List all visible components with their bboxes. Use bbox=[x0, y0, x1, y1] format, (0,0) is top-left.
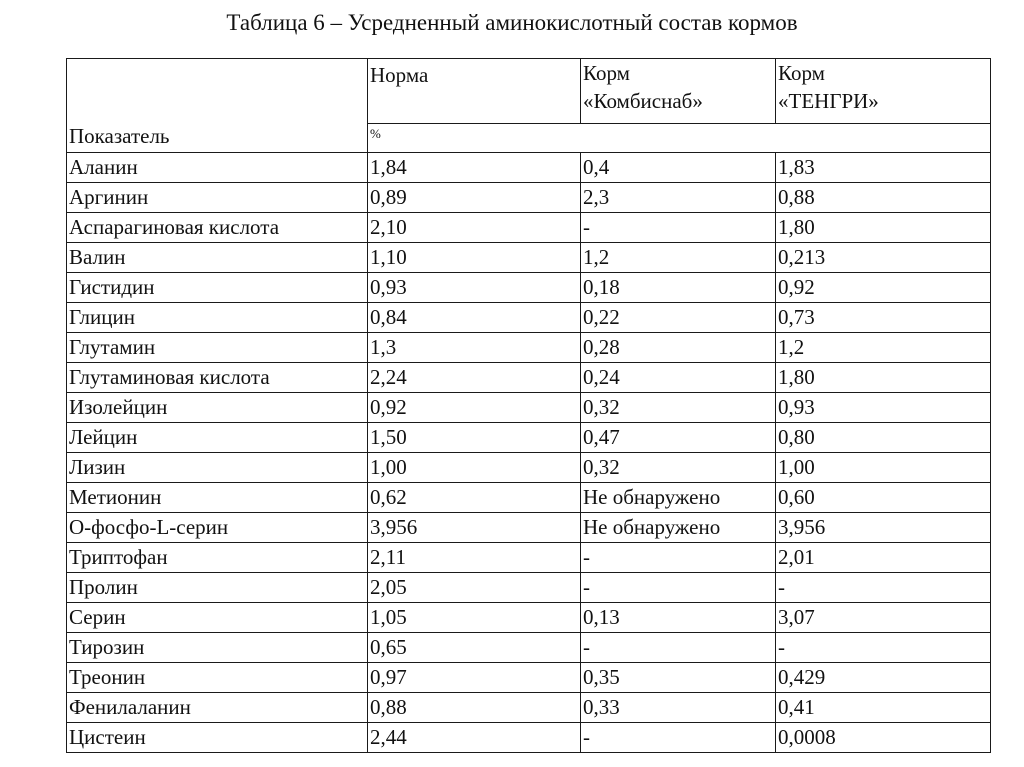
cell-feed-tengri: 0,429 bbox=[776, 663, 991, 693]
table-row bbox=[67, 723, 991, 753]
cell-parameter: Тирозин bbox=[67, 633, 368, 663]
cell-norm: 1,50 bbox=[368, 423, 581, 453]
cell-norm: 0,84 bbox=[368, 303, 581, 333]
cell-feed-kombisnab: 2,3 bbox=[581, 183, 776, 213]
header-row bbox=[67, 59, 991, 124]
cell-feed-kombisnab: 0,22 bbox=[581, 303, 776, 333]
cell-feed-tengri: 0,213 bbox=[776, 243, 991, 273]
table-row bbox=[67, 693, 991, 723]
cell-norm: 0,93 bbox=[368, 273, 581, 303]
table-row bbox=[67, 183, 991, 213]
cell-norm: 0,97 bbox=[368, 663, 581, 693]
cell-norm: 0,89 bbox=[368, 183, 581, 213]
table-title: Таблица 6 – Усредненный аминокислотный состав кормов bbox=[226, 10, 798, 35]
cell-feed-kombisnab: 1,2 bbox=[581, 243, 776, 273]
header-feed-kombisnab bbox=[581, 59, 776, 124]
cell-parameter: Валин bbox=[67, 243, 368, 273]
cell-norm: 2,11 bbox=[368, 543, 581, 573]
table-row bbox=[67, 573, 991, 603]
cell-feed-kombisnab: - bbox=[581, 723, 776, 753]
cell-parameter: Серин bbox=[67, 603, 368, 633]
cell-norm: 2,24 bbox=[368, 363, 581, 393]
cell-feed-kombisnab: 0,47 bbox=[581, 423, 776, 453]
table-row bbox=[67, 603, 991, 633]
table-row bbox=[67, 663, 991, 693]
header-feed-tengri-line1: Корм bbox=[778, 61, 825, 85]
table-row bbox=[67, 153, 991, 183]
cell-feed-kombisnab: - bbox=[581, 573, 776, 603]
cell-norm: 0,62 bbox=[368, 483, 581, 513]
unit-label: % bbox=[368, 124, 991, 153]
header-feed-kombisnab-line2: «Комбиснаб» bbox=[583, 89, 703, 113]
cell-feed-tengri: 1,80 bbox=[776, 363, 991, 393]
cell-feed-tengri: 1,80 bbox=[776, 213, 991, 243]
cell-feed-tengri: 0,60 bbox=[776, 483, 991, 513]
table-row bbox=[67, 393, 991, 423]
cell-norm: 0,92 bbox=[368, 393, 581, 423]
table-row bbox=[67, 363, 991, 393]
cell-norm: 1,3 bbox=[368, 333, 581, 363]
table-row bbox=[67, 513, 991, 543]
table-row bbox=[67, 213, 991, 243]
amino-acid-table bbox=[66, 58, 991, 753]
cell-feed-kombisnab: - bbox=[581, 633, 776, 663]
cell-parameter: Аспарагиновая кислота bbox=[67, 213, 368, 243]
cell-norm: 2,05 bbox=[368, 573, 581, 603]
cell-feed-tengri: 1,00 bbox=[776, 453, 991, 483]
cell-feed-kombisnab: 0,32 bbox=[581, 393, 776, 423]
cell-feed-tengri: 0,80 bbox=[776, 423, 991, 453]
cell-feed-kombisnab: 0,33 bbox=[581, 693, 776, 723]
header-feed-tengri bbox=[776, 59, 991, 124]
table-row bbox=[67, 423, 991, 453]
cell-feed-tengri: 3,956 bbox=[776, 513, 991, 543]
cell-parameter: Глутаминовая кислота bbox=[67, 363, 368, 393]
header-parameter: Показатель bbox=[67, 59, 368, 153]
table-row bbox=[67, 273, 991, 303]
cell-feed-tengri: - bbox=[776, 633, 991, 663]
cell-norm: 2,10 bbox=[368, 213, 581, 243]
cell-feed-kombisnab: 0,28 bbox=[581, 333, 776, 363]
cell-parameter: Изолейцин bbox=[67, 393, 368, 423]
table-row bbox=[67, 333, 991, 363]
cell-norm: 0,88 bbox=[368, 693, 581, 723]
cell-norm: 1,84 bbox=[368, 153, 581, 183]
table-row bbox=[67, 483, 991, 513]
cell-feed-tengri: 1,83 bbox=[776, 153, 991, 183]
header-feed-tengri-line2: «ТЕНГРИ» bbox=[778, 89, 879, 113]
cell-parameter: Глутамин bbox=[67, 333, 368, 363]
table-row bbox=[67, 303, 991, 333]
cell-norm: 1,00 bbox=[368, 453, 581, 483]
cell-parameter: Лизин bbox=[67, 453, 368, 483]
cell-parameter: Триптофан bbox=[67, 543, 368, 573]
cell-norm: 1,10 bbox=[368, 243, 581, 273]
cell-parameter: О-фосфо-L-серин bbox=[67, 513, 368, 543]
table-row bbox=[67, 543, 991, 573]
cell-parameter: Треонин bbox=[67, 663, 368, 693]
cell-parameter: Цистеин bbox=[67, 723, 368, 753]
cell-feed-tengri: 0,88 bbox=[776, 183, 991, 213]
cell-norm: 0,65 bbox=[368, 633, 581, 663]
cell-feed-kombisnab: 0,35 bbox=[581, 663, 776, 693]
header-norm: Норма bbox=[368, 59, 581, 124]
cell-feed-kombisnab: - bbox=[581, 213, 776, 243]
cell-feed-tengri: 1,2 bbox=[776, 333, 991, 363]
cell-feed-kombisnab: Не обнаружено bbox=[581, 513, 776, 543]
cell-feed-kombisnab: - bbox=[581, 543, 776, 573]
cell-feed-tengri: 0,92 bbox=[776, 273, 991, 303]
cell-parameter: Пролин bbox=[67, 573, 368, 603]
cell-feed-tengri: 0,73 bbox=[776, 303, 991, 333]
cell-feed-tengri: 2,01 bbox=[776, 543, 991, 573]
cell-norm: 3,956 bbox=[368, 513, 581, 543]
cell-feed-tengri: 0,0008 bbox=[776, 723, 991, 753]
table-row bbox=[67, 243, 991, 273]
cell-parameter: Фенилаланин bbox=[67, 693, 368, 723]
cell-feed-kombisnab: 0,4 bbox=[581, 153, 776, 183]
cell-parameter: Метионин bbox=[67, 483, 368, 513]
header-feed-kombisnab-line1: Корм bbox=[583, 61, 630, 85]
cell-parameter: Лейцин bbox=[67, 423, 368, 453]
cell-feed-tengri: 3,07 bbox=[776, 603, 991, 633]
cell-feed-tengri: 0,41 bbox=[776, 693, 991, 723]
cell-feed-kombisnab: 0,32 bbox=[581, 453, 776, 483]
cell-feed-kombisnab: 0,24 bbox=[581, 363, 776, 393]
cell-feed-kombisnab: Не обнаружено bbox=[581, 483, 776, 513]
cell-norm: 2,44 bbox=[368, 723, 581, 753]
cell-parameter: Аргинин bbox=[67, 183, 368, 213]
cell-parameter: Глицин bbox=[67, 303, 368, 333]
cell-parameter: Аланин bbox=[67, 153, 368, 183]
cell-feed-tengri: 0,93 bbox=[776, 393, 991, 423]
cell-feed-tengri: - bbox=[776, 573, 991, 603]
cell-feed-kombisnab: 0,18 bbox=[581, 273, 776, 303]
cell-norm: 1,05 bbox=[368, 603, 581, 633]
table-row bbox=[67, 633, 991, 663]
cell-feed-kombisnab: 0,13 bbox=[581, 603, 776, 633]
table-row bbox=[67, 453, 991, 483]
cell-parameter: Гистидин bbox=[67, 273, 368, 303]
